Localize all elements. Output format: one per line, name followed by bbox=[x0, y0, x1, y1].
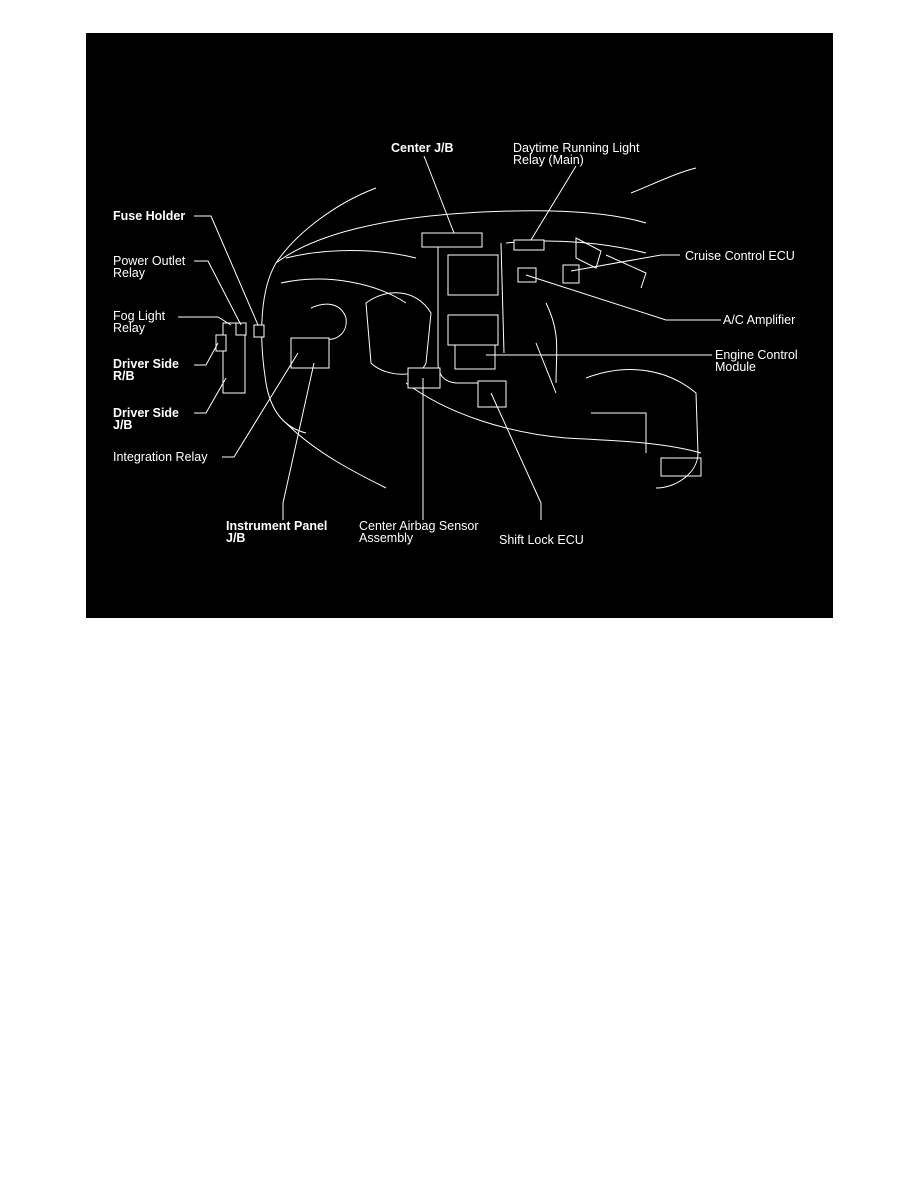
leader-lines bbox=[178, 156, 721, 520]
floor-line bbox=[406, 383, 701, 453]
label-integration-relay: Integration Relay bbox=[113, 450, 208, 464]
leader-power-outlet bbox=[194, 261, 241, 325]
components bbox=[216, 233, 579, 407]
daytime-relay-box bbox=[514, 240, 544, 250]
steering-wheel bbox=[366, 293, 431, 374]
label-fog-light-relay: Fog Light Relay bbox=[113, 309, 166, 335]
steering-ring bbox=[311, 304, 346, 339]
fuse-holder-box bbox=[254, 325, 264, 337]
console-box bbox=[591, 413, 646, 453]
dash-panel-curve bbox=[286, 251, 416, 259]
component-location-diagram bbox=[86, 33, 833, 618]
shifter-gate bbox=[536, 343, 556, 393]
leader-ac-amplifier bbox=[526, 275, 721, 320]
hvac-panel bbox=[448, 315, 498, 345]
audio-unit bbox=[448, 255, 498, 295]
instrument-panel-jb-box bbox=[291, 338, 329, 368]
label-driver-side-jb: Driver Side J/B bbox=[113, 406, 180, 432]
airbag-sensor-box bbox=[408, 368, 440, 388]
label-instrument-panel-jb: Instrument Panel J/B bbox=[226, 519, 328, 545]
console-armrest bbox=[586, 370, 698, 488]
label-center-jb: Center J/B bbox=[391, 141, 454, 155]
center-stack-right bbox=[501, 243, 504, 353]
leader-cruise-ecu bbox=[571, 255, 680, 271]
dash-left-edge bbox=[262, 188, 376, 433]
label-ac-amplifier: A/C Amplifier bbox=[723, 313, 796, 327]
leader-instrument-panel bbox=[283, 363, 314, 520]
cruise-ecu-box bbox=[563, 265, 579, 283]
leader-daytime-relay bbox=[531, 166, 576, 240]
glovebox-edge bbox=[606, 255, 646, 288]
center-jb-box bbox=[422, 233, 482, 247]
label-driver-side-rb: Driver Side R/B bbox=[113, 357, 180, 383]
label-daytime-running-light-relay: Daytime Running Light Relay (Main) bbox=[513, 141, 640, 167]
leader-driver-rb bbox=[194, 343, 218, 365]
leader-center-jb bbox=[424, 156, 454, 233]
label-cruise-control-ecu: Cruise Control ECU bbox=[685, 249, 795, 263]
label-fuse-holder: Fuse Holder bbox=[113, 209, 186, 223]
label-power-outlet-relay: Power Outlet Relay bbox=[113, 254, 186, 280]
console-rear-pocket bbox=[661, 458, 701, 476]
lower-dash-line bbox=[286, 423, 386, 488]
label-shift-lock-ecu: Shift Lock ECU bbox=[499, 533, 584, 547]
leader-fuse-holder bbox=[194, 216, 258, 325]
leader-shift-lock bbox=[491, 393, 541, 520]
label-center-airbag-sensor: Center Airbag Sensor Assembly bbox=[359, 519, 479, 545]
windshield-right bbox=[631, 168, 696, 193]
leader-driver-jb bbox=[194, 378, 226, 413]
engine-module-box bbox=[455, 345, 495, 369]
meter-hood bbox=[281, 279, 406, 303]
dashboard-sketch bbox=[262, 168, 701, 488]
label-engine-control-module: Engine Control Module bbox=[715, 348, 798, 374]
